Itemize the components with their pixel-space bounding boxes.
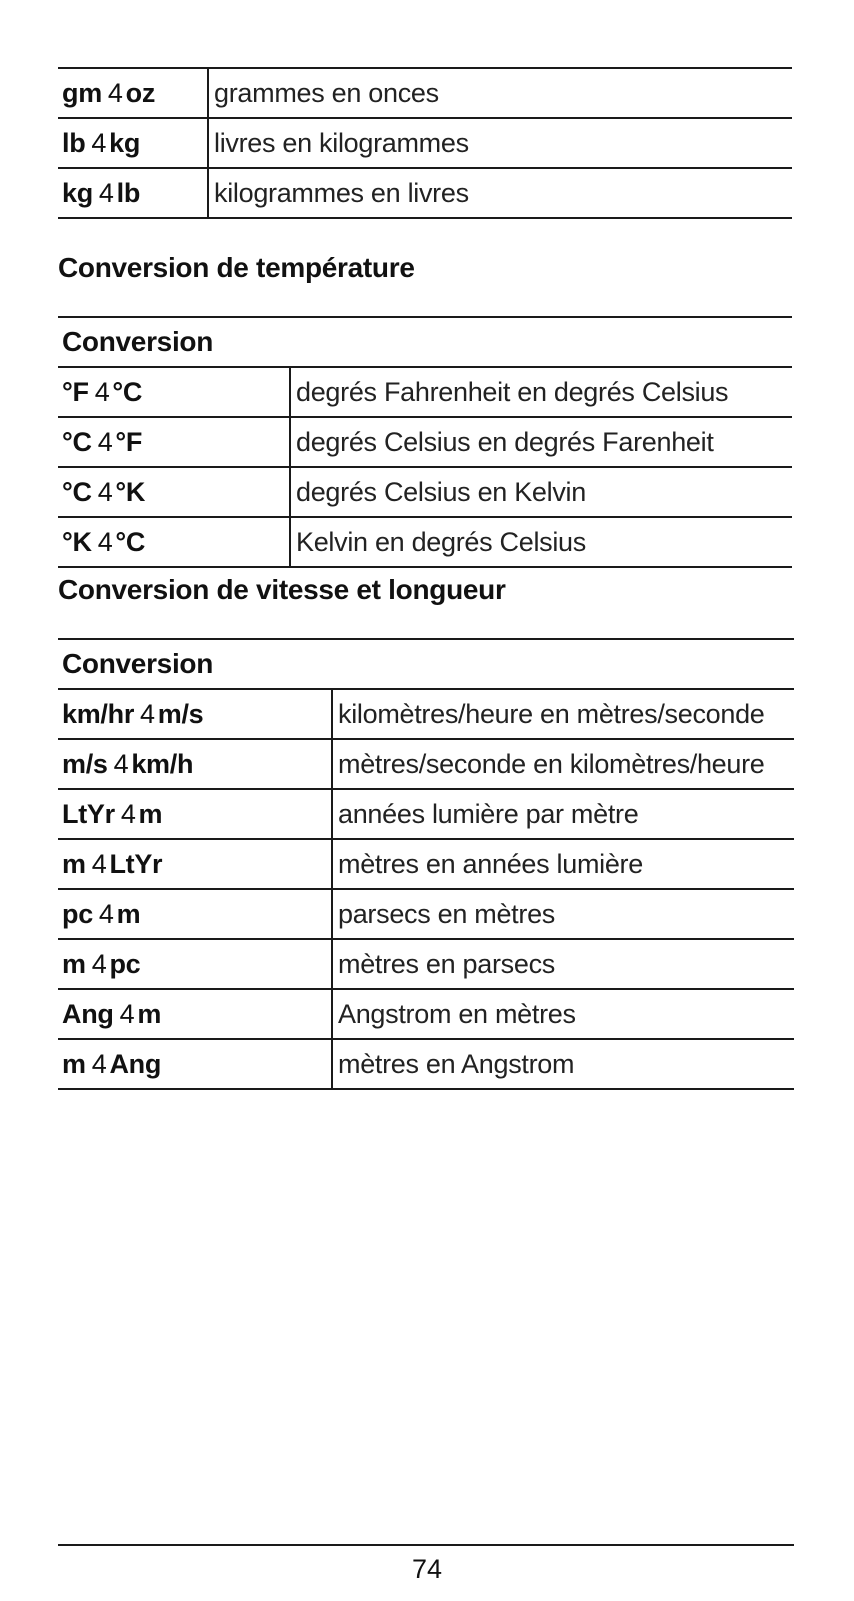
- table-row: [58, 1039, 794, 1089]
- table-row: [58, 467, 792, 517]
- unit-from: m: [62, 948, 86, 979]
- conversion-key: [58, 1039, 332, 1089]
- conversion-arrow: 4: [91, 127, 107, 158]
- unit-from: m: [62, 1048, 86, 1079]
- conversion-key: [58, 168, 208, 218]
- unit-to: °K: [115, 476, 146, 507]
- footer-divider: [58, 1544, 794, 1546]
- conversion-key: [58, 517, 290, 567]
- conversion-arrow: 4: [97, 526, 113, 557]
- conversion-description: Kelvin en degrés Celsius: [296, 526, 586, 557]
- conversion-description: parsecs en mètres: [338, 898, 555, 929]
- conversion-description: degrés Celsius en Kelvin: [296, 476, 586, 507]
- temperature-conversion-table: [58, 316, 792, 568]
- unit-to: m: [138, 798, 163, 829]
- unit-from: m: [62, 848, 86, 879]
- conversion-key: [58, 889, 332, 939]
- conversion-key: [58, 118, 208, 168]
- conversion-description: kilogrammes en livres: [214, 177, 469, 208]
- conversion-key: [58, 467, 290, 517]
- unit-from: gm: [62, 77, 102, 108]
- conversion-description: années lumière par mètre: [338, 798, 639, 829]
- conversion-description: grammes en onces: [214, 77, 439, 108]
- table-row: [58, 517, 792, 567]
- unit-from: pc: [62, 898, 93, 929]
- table-row: [58, 839, 794, 889]
- unit-to: LtYr: [109, 848, 163, 879]
- table-row: [58, 789, 794, 839]
- table-row: [58, 367, 792, 417]
- table-row: [58, 739, 794, 789]
- page-number: 74: [411, 1554, 443, 1584]
- unit-to: km/h: [131, 748, 194, 779]
- table-row: [58, 168, 792, 218]
- unit-to: m: [137, 998, 162, 1029]
- unit-to: m: [116, 898, 141, 929]
- unit-from: °F: [62, 376, 89, 407]
- unit-to: kg: [109, 127, 141, 158]
- conversion-arrow: 4: [98, 177, 114, 208]
- conversion-description: Angstrom en mètres: [338, 998, 576, 1029]
- conversion-description: mètres en Angstrom: [338, 1048, 575, 1079]
- table-row: [58, 118, 792, 168]
- conversion-arrow: 4: [91, 1048, 107, 1079]
- unit-from: Ang: [62, 998, 114, 1029]
- unit-from: m/s: [62, 748, 108, 779]
- unit-to: lb: [116, 177, 141, 208]
- conversion-description: mètres/seconde en kilomètres/heure: [338, 748, 765, 779]
- table-row: [58, 939, 794, 989]
- conversion-arrow: 4: [91, 948, 107, 979]
- conversion-key: [58, 689, 332, 739]
- conversion-description: kilomètres/heure en mètres/seconde: [338, 698, 765, 729]
- speed-length-conversion-table: [58, 638, 794, 1090]
- unit-from: LtYr: [62, 798, 115, 829]
- unit-from: °C: [62, 426, 92, 457]
- conversion-arrow: 4: [107, 77, 123, 108]
- conversion-arrow: 4: [94, 376, 110, 407]
- speed-length-section-heading: Conversion de vitesse et longueur: [58, 574, 506, 605]
- conversion-arrow: 4: [98, 898, 114, 929]
- conversion-key: [58, 68, 208, 118]
- table-header: Conversion: [62, 326, 214, 357]
- conversion-key: [58, 367, 290, 417]
- unit-to: oz: [125, 77, 156, 108]
- conversion-key: [58, 989, 332, 1039]
- conversion-key: [58, 417, 290, 467]
- unit-to: °C: [112, 376, 143, 407]
- conversion-key: [58, 839, 332, 889]
- table-row: [58, 68, 792, 118]
- temperature-section-heading: Conversion de température: [58, 252, 415, 283]
- unit-from: km/hr: [62, 698, 135, 729]
- conversion-description: mètres en années lumière: [338, 848, 643, 879]
- table-row: [58, 689, 794, 739]
- conversion-arrow: 4: [113, 748, 129, 779]
- table-header-row: [58, 639, 794, 689]
- table-header: Conversion: [62, 648, 214, 679]
- unit-from: lb: [62, 127, 86, 158]
- conversion-key: [58, 939, 332, 989]
- unit-to: m/s: [157, 698, 204, 729]
- table-header-row: [58, 317, 792, 367]
- conversion-arrow: 4: [91, 848, 107, 879]
- unit-to: °C: [115, 526, 146, 557]
- unit-from: kg: [62, 177, 93, 208]
- conversion-description: degrés Celsius en degrés Farenheit: [296, 426, 714, 457]
- table-row: [58, 889, 794, 939]
- conversion-key: [58, 789, 332, 839]
- conversion-description: degrés Fahrenheit en degrés Celsius: [296, 376, 729, 407]
- conversion-key: [58, 739, 332, 789]
- table-row: [58, 989, 794, 1039]
- conversion-arrow: 4: [119, 998, 135, 1029]
- weight-conversion-table: [58, 67, 792, 219]
- conversion-description: livres en kilogrammes: [214, 127, 469, 158]
- conversion-arrow: 4: [120, 798, 136, 829]
- conversion-description: mètres en parsecs: [338, 948, 555, 979]
- unit-to: Ang: [109, 1048, 162, 1079]
- unit-from: °C: [62, 476, 92, 507]
- table-row: [58, 417, 792, 467]
- unit-to: pc: [109, 948, 141, 979]
- conversion-arrow: 4: [97, 426, 113, 457]
- unit-from: °K: [62, 526, 92, 557]
- conversion-arrow: 4: [140, 698, 155, 729]
- unit-to: °F: [115, 426, 143, 457]
- conversion-arrow: 4: [97, 476, 113, 507]
